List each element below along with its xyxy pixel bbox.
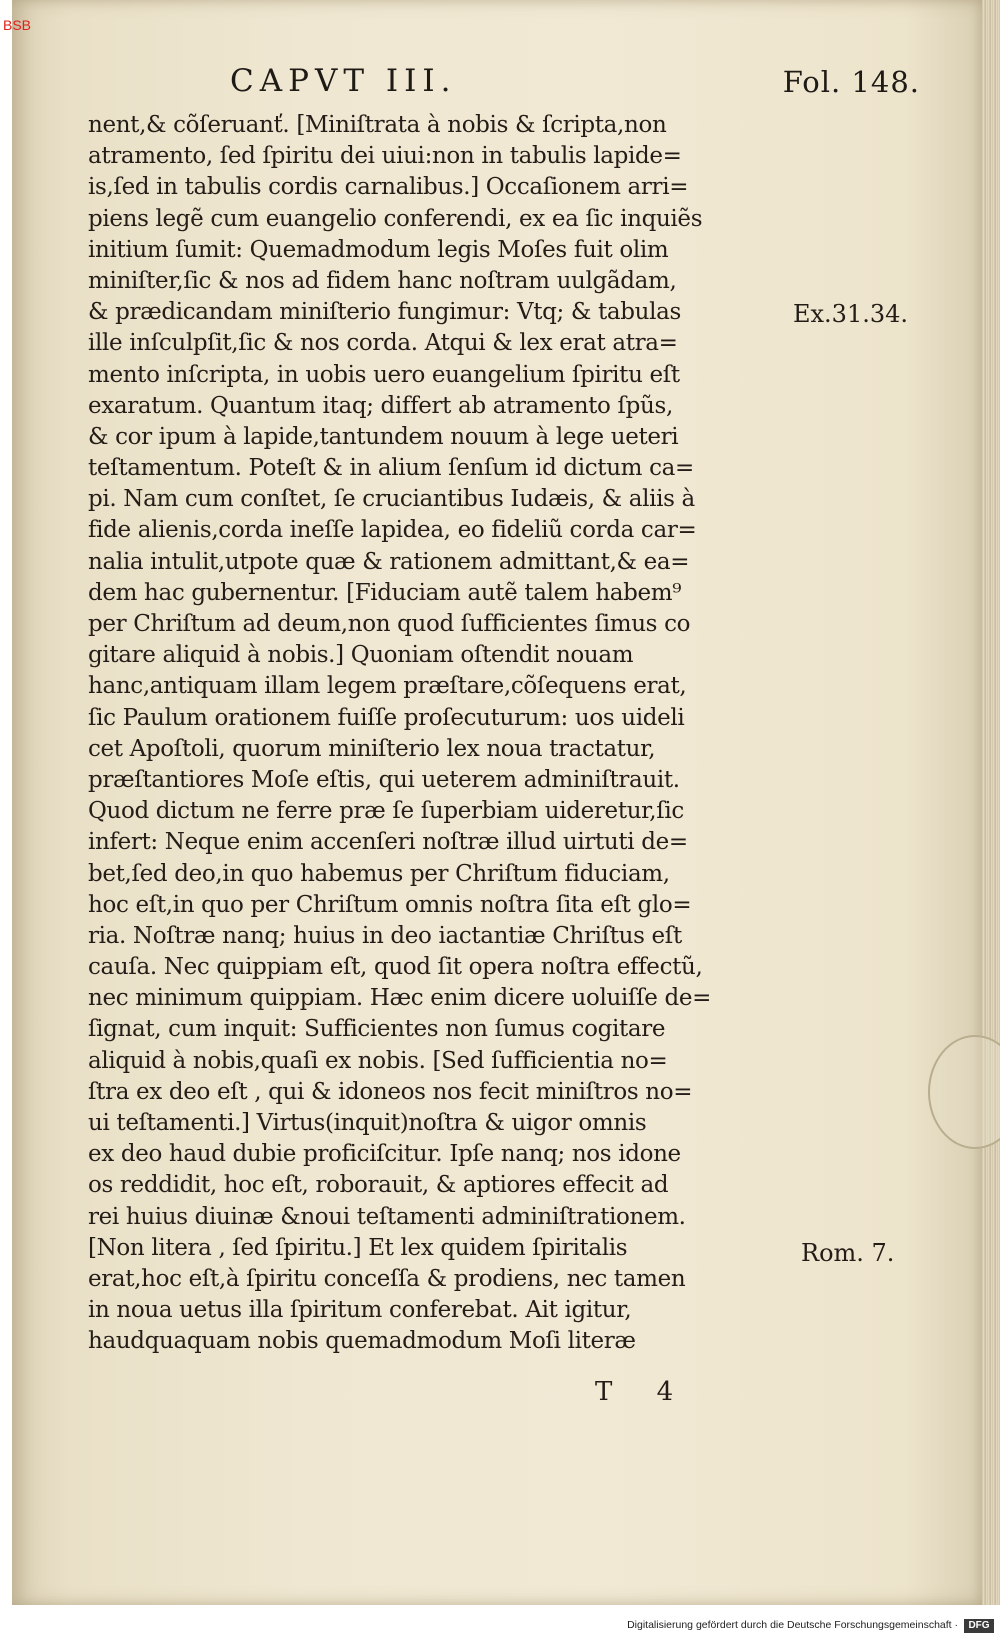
text-line: infert: Neque enim accenſeri noſtræ illud uirtuti de= [88, 829, 688, 856]
text-line: aliquid à nobis,quaſi ex nobis. [Sed ſufficientia no= [88, 1047, 668, 1074]
text-line: [Non litera , ſed ſpiritu.] Et lex quidem ſpiritalis [88, 1234, 628, 1261]
text-line: exaratum. Quantum itaq; differt ab atramento ſpũs, [88, 392, 673, 419]
text-line: cauſa. Nec quippiam eſt, quod ſit opera noſtra effectũ, [88, 954, 703, 981]
text-line: dem hac gubernentur. [Fiduciam autẽ talem habem⁹ [88, 579, 682, 606]
text-line: initium ſumit: Quemadmodum legis Moſes fuit olim [88, 236, 669, 263]
dfg-logo: DFG [964, 1619, 994, 1633]
text-line: teſtamentum. Poteſt & in alium ſenſum id dictum ca= [88, 455, 694, 482]
text-line: ui teſtamenti.] Virtus(inquit)noſtra & uigor omnis [88, 1110, 647, 1136]
text-line: atramento, ſed ſpiritu dei uiui:non in tabulis lapide= [88, 143, 682, 170]
text-line: ria. Noſtræ nanq; huius in deo iactantiæ Chriſtus eſt [88, 922, 682, 949]
funding-credit: Digitalisierung gefördert durch die Deutsche Forschungsgemeinschaft · [627, 1619, 958, 1631]
digitization-footer [0, 1616, 1000, 1639]
text-line: piens legẽ cum euangelio conferendi, ex ea ſic inquiẽs [88, 205, 703, 232]
text-line: præſtantiores Moſe eſtis, qui ueterem adminiſtrauit. [88, 766, 680, 793]
text-line: per Chriſtum ad deum,non quod ſufficientes ſimus co [88, 611, 691, 637]
text-line: erat,hoc eſt,à ſpiritu conceſſa & prodiens, nec tamen [88, 1265, 686, 1292]
text-line: nalia intulit,utpote quæ & rationem admittant,& ea= [88, 548, 690, 575]
folio-number: Fol. 148. [782, 65, 920, 99]
text-line: rei huius diuinæ &noui teſtamenti adminiſtrationem. [88, 1203, 686, 1230]
text-line: is,ſed in tabulis cordis carnalibus.] Occaſionem arri= [88, 174, 689, 201]
page-fore-edge [982, 0, 1000, 1605]
marginal-note: Ex.31.34. [793, 300, 909, 328]
text-line: in noua uetus illa ſpiritum conferebat. Ait igitur, [88, 1297, 632, 1324]
page-header [230, 63, 920, 107]
signature-mark: T 4 [595, 1377, 692, 1407]
text-line: & prædicandam miniſterio fungimur: Vtq; & tabulas [88, 299, 681, 326]
text-line: ſic Paulum orationem fuiſſe proſecuturum: uos uideli [88, 704, 685, 731]
text-line: ſignat, cum inquit: Sufficientes non ſumus cogitare [88, 1016, 666, 1043]
text-line: mento inſcripta, in uobis uero euangelium ſpiritu eſt [88, 361, 680, 388]
text-line: os reddidit, hoc eſt, roborauit, & aptiores effecit ad [88, 1172, 669, 1199]
text-line: ille inſculpſit,ſic & nos corda. Atqui & lex erat atra= [88, 330, 678, 357]
text-line: haudquaquam nobis quemadmodum Moſi literæ [88, 1328, 636, 1355]
text-line: bet,ſed deo,in quo habemus per Chriſtum fiduciam, [88, 860, 670, 887]
text-line: Quod dictum ne ferre præ ſe ſuperbiam uideretur,ſic [88, 798, 684, 825]
text-line: miniſter,ſic & nos ad fidem hanc noſtram uulgãdam, [88, 267, 677, 294]
text-line: nent,& cõſeruanť. [Miniſtrata à nobis & ſcripta,non [88, 112, 667, 138]
text-line: pi. Nam cum conſtet, ſe cruciantibus Iudæis, & aliis à [88, 486, 695, 513]
library-watermark: BSB [3, 17, 32, 33]
text-block [88, 110, 788, 1358]
text-line: hoc eſt,in quo per Chriſtum omnis noſtra ſita eſt glo= [88, 891, 692, 918]
text-line: ſtra ex deo eſt , qui & idoneos nos fecit miniſtros no= [88, 1078, 693, 1105]
text-line: cet Apoſtoli, quorum miniſterio lex noua tractatur, [88, 735, 656, 762]
text-line: hanc,antiquam illam legem præſtare,cõſequens erat, [88, 673, 687, 700]
text-line: fide alienis,corda ineſſe lapidea, eo fideliũ corda car= [88, 517, 697, 544]
text-line: ex deo haud dubie proficiſcitur. Ipſe nanq; nos idone [88, 1141, 681, 1168]
text-line: gitare aliquid à nobis.] Quoniam oſtendit nouam [88, 642, 634, 669]
marginal-note: Rom. 7. [801, 1239, 895, 1267]
text-line: & cor ipum à lapide,tantundem nouum à lege ueteri [88, 423, 679, 450]
text-line: nec minimum quippiam. Hæc enim dicere uoluiſſe de= [88, 985, 712, 1012]
running-head: CAPVT III. [230, 63, 457, 99]
